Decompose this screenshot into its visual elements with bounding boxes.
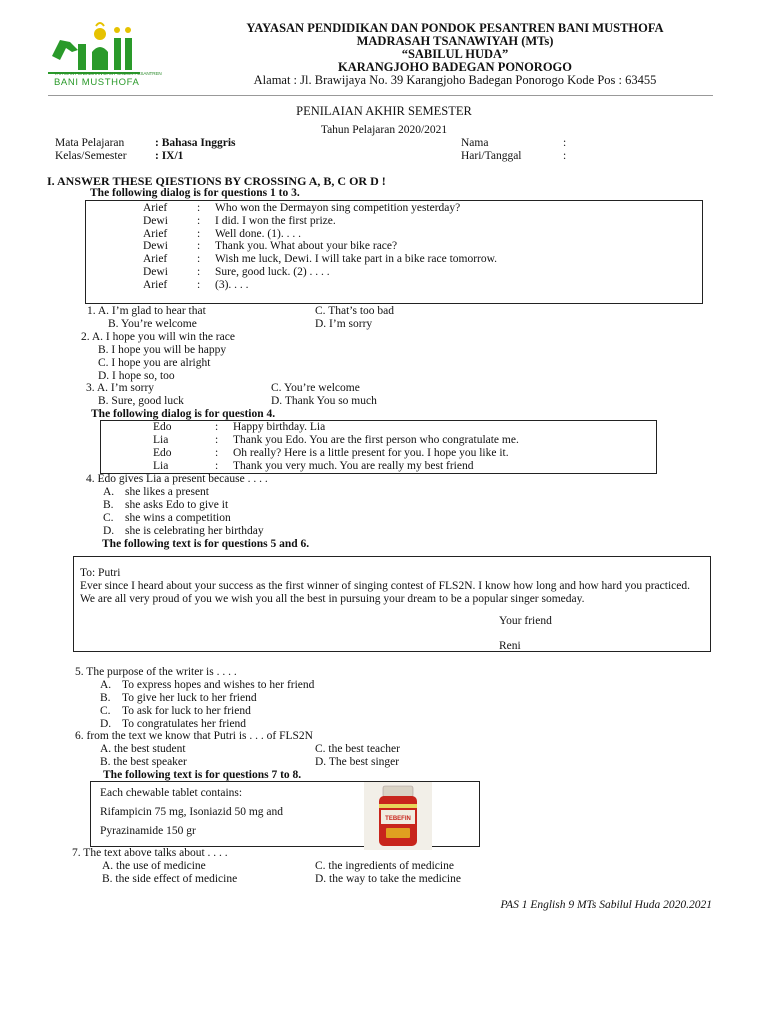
q5-option-text: To express hopes and wishes to her friend [122, 679, 315, 691]
letter-body: Ever since I heard about your success as the first winner of singing contest of FLS2N. I know how long and how hard you practiced. We are all very proud of you we wish you all the best in pursuing your dream to be a popular singer someday. [80, 580, 690, 605]
q6-option-a: A. the best student [100, 743, 186, 755]
letter-to: To: Putri [80, 567, 121, 579]
school-type: MADRASAH TSANAWIYAH (MTs) [356, 34, 554, 48]
q6-stem: 6. from the text we know that Putri is . . . of FLS2N [75, 730, 313, 742]
q2-option-b: B. I hope you will be happy [98, 344, 227, 356]
q5-option-letter: B. [100, 692, 111, 704]
dialog1-line: I did. I won the first prize. [215, 214, 336, 227]
q7-stem: 7. The text above talks about . . . . [72, 847, 228, 859]
medicine-bottle-image [364, 782, 432, 850]
date-colon: : [563, 150, 567, 162]
q4-option-text: she is celebrating her birthday [125, 525, 264, 537]
dialog2-speaker: Edo [153, 447, 172, 459]
dialog1-colon: : [197, 278, 201, 291]
name-colon: : [563, 137, 567, 149]
dialog2-line: Thank you very much. You are really my best friend [233, 460, 474, 472]
letter-sender: Reni [499, 640, 521, 652]
q4-option-letter: C. [103, 512, 114, 524]
text1-intro: The following text is for questions 5 and 6. [102, 538, 310, 550]
q5-option-text: To ask for luck to her friend [122, 705, 251, 717]
q7-option-b: B. the side effect of medicine [102, 873, 238, 885]
q4-stem: 4. Edo gives Lia a present because . . . . [86, 473, 268, 485]
dialog1-line: (3). . . . [215, 278, 249, 291]
q7-option-a: A. the use of medicine [102, 860, 206, 872]
q7-option-c: C. the ingredients of medicine [315, 860, 454, 872]
dialog2-line: Thank you Edo. You are the first person who congratulate me. [233, 434, 519, 446]
q4-option-text: she likes a present [125, 486, 209, 498]
dialog1-line: Who won the Dermayon sing competition yesterday? [215, 202, 461, 214]
q4-option-text: she wins a competition [125, 512, 231, 524]
dialog1-colon: : [197, 240, 201, 253]
dialog1-speaker: Arief [143, 227, 168, 240]
dialog1-speaker: Arief [143, 278, 168, 291]
page-footer: PAS 1 English 9 MTs Sabilul Huda 2020.2021 [500, 899, 712, 911]
q2-option-a: 2. A. I hope you will win the race [81, 331, 235, 343]
dialog1-colon: : [197, 227, 201, 240]
dialog1-speaker: Arief [143, 253, 168, 266]
school-name: “SABILUL HUDA” [401, 47, 509, 61]
dialog1-speaker: Dewi [143, 240, 168, 253]
dialog1-speaker: Dewi [143, 266, 168, 278]
dialog1-line: Wish me luck, Dewi. I will take part in a bike race tomorrow. [215, 253, 498, 266]
exam-year: Tahun Pelajaran 2020/2021 [320, 124, 448, 136]
q5-option-letter: D. [100, 718, 112, 730]
exam-title: PENILAIAN AKHIR SEMESTER [296, 104, 472, 118]
dialog1-line: Sure, good luck. (2) . . . . [215, 266, 330, 278]
dialog2-intro: The following dialog is for question 4. [91, 408, 276, 420]
dialog2-colon: : [215, 460, 219, 472]
dialog2-line: Happy birthday. Lia [233, 421, 326, 433]
class-label: Kelas/Semester [55, 150, 127, 162]
class-value: : IX/1 [155, 150, 184, 162]
foundation-name: YAYASAN PENDIDIKAN DAN PONDOK PESANTREN BANI MUSTHOFA [246, 21, 664, 35]
dialog2-line: Oh really? Here is a little present for you. I hope you like it. [233, 447, 509, 459]
q3-option-c: C. You’re welcome [271, 382, 360, 394]
date-label: Hari/Tanggal [461, 150, 522, 162]
header-divider [48, 95, 713, 96]
subject-label: Mata Pelajaran [55, 137, 125, 149]
q1-option-b: B. You’re welcome [108, 318, 197, 330]
q5-option-text: To give her luck to her friend [122, 692, 257, 704]
q1-option-d: D. I’m sorry [315, 318, 373, 330]
dialog1-intro: The following dialog is for questions 1 to 3. [90, 187, 300, 199]
logo-name: BANI MUSTHOFA [54, 77, 140, 88]
dialog1-colon: : [197, 214, 201, 227]
q3-option-b: B. Sure, good luck [98, 395, 184, 407]
letter [80, 567, 706, 606]
q5-option-letter: C. [100, 705, 111, 717]
q3-option-d: D. Thank You so much [271, 395, 377, 407]
dialog2-speaker: Edo [153, 421, 172, 433]
q4-option-letter: A. [103, 486, 115, 498]
q4-option-letter: D. [103, 525, 115, 537]
q4-option-text: she asks Edo to give it [125, 499, 229, 511]
logo-caption: YAYASAN PENDIDIKAN DAN PONDOK PESANTREN [54, 71, 162, 76]
q5-option-text: To congratulates her friend [122, 718, 247, 730]
school-address: Alamat : Jl. Brawijaya No. 39 Karangjoho Badegan Ponorogo Kode Pos : 63455 [253, 73, 657, 87]
dialog1-colon: : [197, 202, 201, 214]
dialog2-colon: : [215, 434, 219, 446]
dialog1-speaker: Arief [143, 202, 168, 214]
dialog2-colon: : [215, 421, 219, 433]
dialog2-speaker: Lia [153, 434, 169, 446]
q1-option-a: 1. A. I’m glad to hear that [87, 305, 206, 317]
dialog2-colon: : [215, 447, 219, 459]
q2-option-d: D. I hope so, too [98, 370, 175, 382]
medicine-line1: Each chewable tablet contains: [100, 787, 243, 799]
dialog1-speaker: Dewi [143, 214, 168, 227]
q4-option-letter: B. [103, 499, 114, 511]
letter-closing: Your friend [499, 615, 552, 627]
medicine-line3: Pyrazinamide 150 gr [100, 825, 196, 837]
q6-option-d: D. The best singer [315, 756, 400, 768]
q2-option-c: C. I hope you are alright [98, 357, 211, 369]
dialog1-line: Well done. (1). . . . [215, 227, 301, 240]
q5-stem: 5. The purpose of the writer is . . . . [75, 666, 237, 678]
q1-option-c: C. That’s too bad [315, 305, 395, 317]
dialog1-colon: : [197, 253, 201, 266]
section-heading: I. ANSWER THESE QIESTIONS BY CROSSING A, B, C OR D ! [47, 174, 386, 188]
dialog1-line: Thank you. What about your bike race? [215, 240, 398, 253]
medicine-line2: Rifampicin 75 mg, Isoniazid 50 mg and [100, 806, 284, 818]
bottle-brand: TEBEFIN [385, 816, 411, 822]
q7-option-d: D. the way to take the medicine [315, 873, 461, 885]
q6-option-b: B. the best speaker [100, 756, 187, 768]
dialog2-speaker: Lia [153, 460, 169, 472]
q5-option-letter: A. [100, 679, 112, 691]
q3-option-a: 3. A. I’m sorry [86, 382, 155, 394]
school-location: KARANGJOHO BADEGAN PONOROGO [337, 60, 573, 74]
q6-option-c: C. the best teacher [315, 743, 400, 755]
name-label: Nama [461, 137, 489, 149]
dialog1-colon: : [197, 266, 201, 278]
text2-intro: The following text is for questions 7 to 8. [103, 769, 302, 781]
subject-value: : Bahasa Inggris [155, 137, 236, 149]
